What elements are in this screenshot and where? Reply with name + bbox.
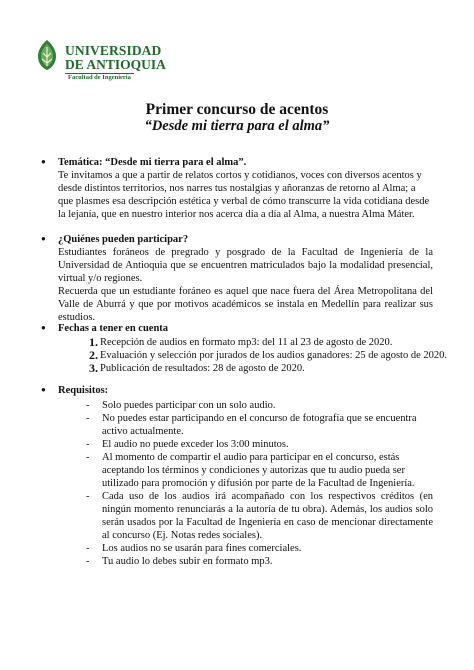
item-text: Solo puedes participar con un solo audio.	[102, 400, 276, 411]
document-subtitle: “Desde mi tierra para el alma”	[144, 118, 330, 134]
item-number: 1.	[89, 335, 98, 349]
list-item: - Cada uso de los audios irá acompañado con los respectivos créditos (en ningún momento renunciarás a la autoría de tu obra). Además, los audios solo serán usados por la Facultad de Ingeniería en caso de mencionar directamente al concurso (Ej. Notas redes sociales).	[86, 491, 433, 541]
item-text: Los audios no se usarán para fines comerciales.	[102, 543, 302, 554]
logo-line-1: UNIVERSIDAD	[65, 43, 162, 58]
list-item	[58, 336, 433, 349]
item-text: No puedes estar participando en el concurso de fotografía que se encuentra activo actualmente.	[102, 413, 417, 437]
item-number: 3.	[89, 361, 98, 375]
list-item: - El audio no puede exceder los 3:00 minutos.	[86, 439, 289, 450]
item-text: Publicación de resultados: 28 de agosto de 2020.	[100, 363, 305, 374]
dates-list	[58, 335, 447, 375]
list-item: - Solo puedes participar con un solo audio.	[86, 400, 276, 411]
item-text: Al momento de compartir el audio para participar en el concurso, estás aceptando los términos y condiciones y autorizas que tu audio pueda ser utilizado para promoción y difusión por parte de la Facultad de Ingeniería.	[102, 452, 415, 489]
item-text: Tu audio lo debes subir en formato mp3.	[102, 556, 273, 567]
list-item: - Al momento de compartir el audio para participar en el concurso, estás aceptando los términos y condiciones y autorizas que tu audio pueda ser utilizado para promoción y difusión por parte de la Facultad de Ingeniería.	[86, 452, 415, 489]
item-text: El audio no puede exceder los 3:00 minutos.	[102, 439, 289, 450]
section-fechas	[41, 322, 447, 375]
item-text: Evaluación y selección por jurados de los audios ganadores: 25 de agosto de 2020.	[100, 350, 447, 361]
section-tematica	[41, 156, 433, 221]
bullet-icon: ●	[41, 157, 46, 166]
list-item: - Tu audio lo debes subir en formato mp3.	[86, 556, 273, 567]
section-heading: ¿Quiénes pueden participar?	[58, 234, 189, 245]
section-quienes	[41, 233, 433, 324]
item-number: 2.	[89, 348, 98, 362]
bullet-icon: ●	[41, 385, 46, 394]
section-requisitos	[41, 384, 433, 568]
bullet-icon: ●	[41, 323, 46, 332]
item-text: Cada uso de los audios irá acompañado con los respectivos créditos (en ningún momento renunciarás a la autoría de tu obra). Además, los audios solo serán usados por la Facultad de Ingeniería en caso de mencionar directamente al concurso (Ej. Notas redes sociales).	[102, 491, 433, 541]
logo-line-2: DE ANTIOQUIA	[65, 57, 166, 72]
list-item	[58, 362, 433, 375]
item-text: Recepción de audios en formato mp3: del 11 al 23 de agosto de 2020.	[100, 337, 393, 348]
section-heading: Fechas a tener en cuenta	[58, 323, 169, 334]
section-body: Recuerda que un estudiante foráneo es aquel que nace fuera del Área Metropolitana del Valle de Aburrá y que por motivos académicos se instala en Medellín para realizar sus estudios.	[58, 286, 433, 323]
list-item	[58, 348, 447, 362]
document-title: Primer concurso de acentos	[145, 101, 329, 118]
section-body: Te invitamos a que a partir de relatos cortos y cotidianos, voces con diversos acentos y desde distintos territorios, nos narres tus nostalgias y añoranzas de retorno al Alma; a que plasmes esa descripción estética y verbal de cómo transcurre la vida cotidiana desde la lejanía, que en nuestro interior nos acerca día a día al Alma, a nuestra Alma Máter.	[58, 170, 430, 220]
list-item: - Los audios no se usarán para fines comerciales.	[86, 543, 302, 554]
section-heading: Temática: “Desde mi tierra para el alma”.	[58, 157, 247, 168]
section-heading: Requisitos:	[58, 385, 109, 396]
university-seal-icon	[34, 39, 60, 71]
section-body: Estudiantes foráneos de pregrado y posgrado de la Facultad de Ingeniería de la Universidad de Antioquia que se encuentren matriculados bajo la modalidad presencial, virtual y/o regiones.	[58, 247, 433, 284]
list-item: - No puedes estar participando en el concurso de fotografía que se encuentra activo actualmente.	[86, 413, 417, 437]
university-logo	[34, 38, 166, 82]
requirements-list	[86, 399, 433, 568]
bullet-icon: ●	[41, 234, 46, 243]
logo-faculty: Facultad de Ingeniería	[65, 73, 134, 81]
